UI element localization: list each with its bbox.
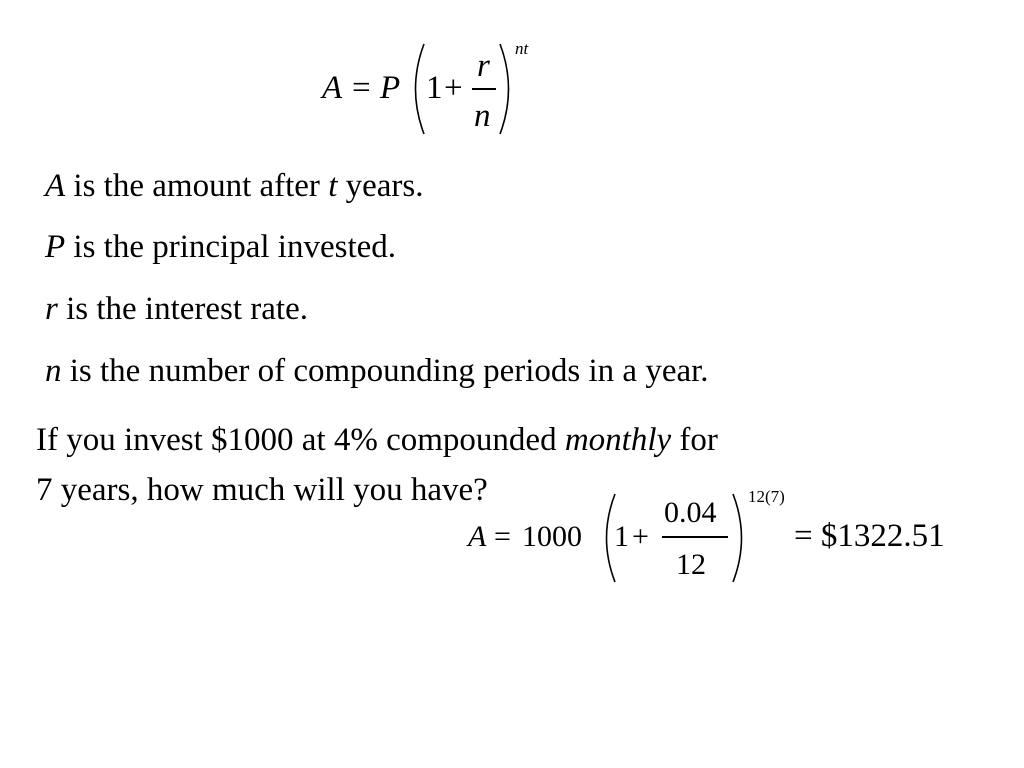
example-fraction-bar [662,536,728,538]
example-plus: + [632,520,649,553]
example-lhs-A: A [468,520,487,553]
formula-one: 1 [426,70,443,106]
definition-var: P [45,229,66,265]
definition-text-end: years. [337,168,424,204]
definition-text: is the amount after [65,168,329,204]
formula-principal-P: P [380,70,401,106]
definition-var: n [45,353,62,389]
example-equals: = [494,520,511,553]
definition-text: is the principal invested. [65,229,397,265]
formula-lhs-A: A [322,70,343,106]
formula-equals: = [352,70,371,106]
example-denominator: 12 [676,548,706,581]
example-result: = $1322.51 [794,518,945,554]
example-exponent: 12(7) [748,487,785,506]
formula-exponent-nt: nt [515,39,529,58]
definition-text: is the interest rate. [57,291,309,327]
formula-numerator-r: r [477,48,490,84]
formula-denominator-n: n [474,98,491,134]
question-emphasis: monthly [564,422,672,458]
question-text: If you invest $1000 at 4% compounded [36,422,565,458]
definition-var-t: t [328,168,338,204]
definition-text: is the number of compounding periods in a year. [61,353,709,389]
definition-var: A [45,168,66,204]
example-one: 1 [614,520,629,553]
example-principal: 1000 [522,520,582,553]
question-line-2: 7 years, how much will you have? [36,472,488,508]
example-numerator: 0.04 [664,496,717,529]
definition-var: r [45,291,58,327]
formula-plus: + [444,70,463,106]
question-text-end: for [671,422,718,458]
